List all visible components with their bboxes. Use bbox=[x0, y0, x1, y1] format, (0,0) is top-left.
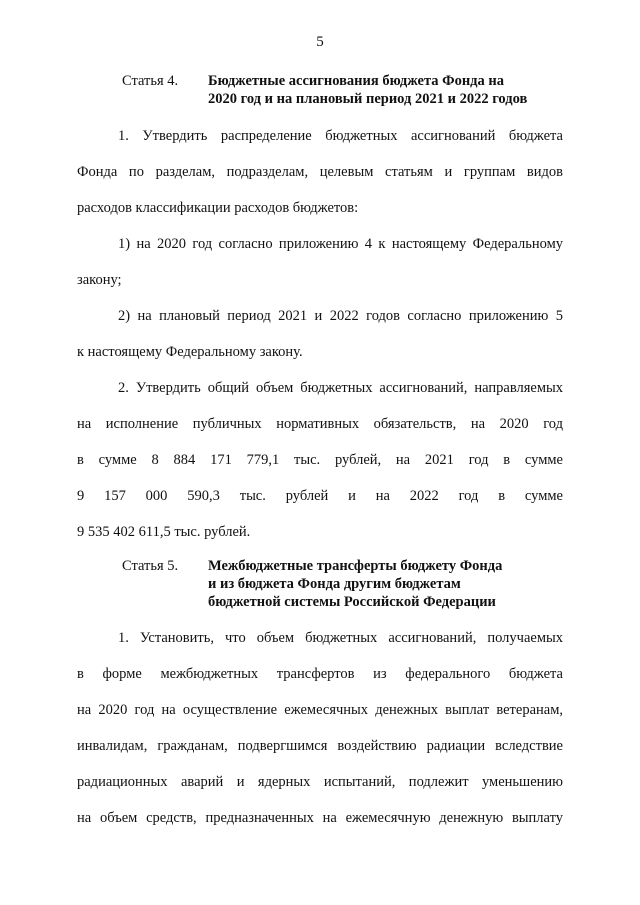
article-4-title: Бюджетные ассигнования бюджета Фонда на 2020 год и на плановый период 2021 и 2022 годов bbox=[208, 73, 528, 107]
paragraph-line: к настоящему Федеральному закону. bbox=[77, 344, 303, 360]
article-5-label: Статья 5. bbox=[122, 558, 179, 574]
paragraph-line: на объем средств, предназначенных на ежемесячную денежную выплату bbox=[77, 810, 563, 826]
paragraph-line: 2. Утвердить общий объем бюджетных ассигнований, направляемых bbox=[118, 380, 563, 396]
paragraph-line: 9 157 000 590,3 тыс. рублей и на 2022 год в сумме bbox=[77, 488, 563, 504]
paragraph-line: 1) на 2020 год согласно приложению 4 к настоящему Федеральному bbox=[118, 236, 563, 252]
paragraph-line: 9 535 402 611,5 тыс. рублей. bbox=[77, 524, 251, 540]
paragraph-line: радиационных аварий и ядерных испытаний, подлежит уменьшению bbox=[77, 774, 563, 790]
paragraph-line: 2) на плановый период 2021 и 2022 годов согласно приложению 5 bbox=[118, 308, 563, 324]
article-5-title: Межбюджетные трансферты бюджету Фонда и из бюджета Фонда другим бюджетам бюджетной системы Российской Федерации bbox=[208, 558, 503, 610]
paragraph-line: в сумме 8 884 171 779,1 тыс. рублей, на 2021 год в сумме bbox=[77, 452, 563, 468]
paragraph-line: в форме межбюджетных трансфертов из федерального бюджета bbox=[77, 666, 563, 682]
paragraph-line: на 2020 год на осуществление ежемесячных денежных выплат ветеранам, bbox=[77, 702, 563, 718]
paragraph-line: закону; bbox=[77, 272, 122, 288]
page-number: 5 bbox=[316, 34, 324, 50]
paragraph-line: 1. Установить, что объем бюджетных ассигнований, получаемых bbox=[118, 630, 563, 646]
paragraph-line: инвалидам, гражданам, подвергшимся воздействию радиации вследствие bbox=[77, 738, 563, 754]
article-4-label: Статья 4. bbox=[122, 73, 179, 89]
paragraph-line: Фонда по разделам, подразделам, целевым статьям и группам видов bbox=[77, 164, 563, 180]
paragraph-line: на исполнение публичных нормативных обязательств, на 2020 год bbox=[77, 416, 563, 432]
paragraph-line: 1. Утвердить распределение бюджетных ассигнований бюджета bbox=[118, 128, 563, 144]
paragraph-line: расходов классификации расходов бюджетов: bbox=[77, 200, 359, 216]
